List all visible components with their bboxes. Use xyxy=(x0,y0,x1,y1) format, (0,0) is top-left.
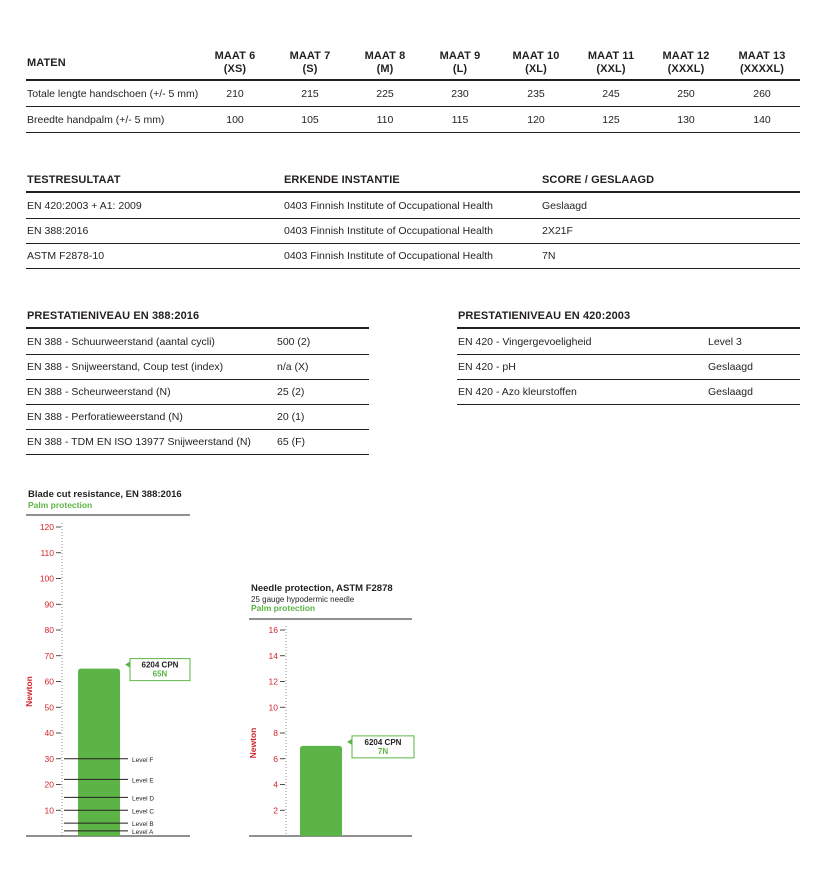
perf420-row-divider xyxy=(457,404,800,405)
test-cell: 0403 Finnish Institute of Occupational Health xyxy=(284,225,493,237)
sizes-cell: 105 xyxy=(301,114,319,126)
y-tick-label: 120 xyxy=(39,522,54,532)
callout-product: 6204 CPN xyxy=(141,660,179,670)
size-code: (XXXXL) xyxy=(739,63,785,75)
perf420-title: PRESTATIENIVEAU EN 420:2003 xyxy=(458,310,631,322)
bar-6204-cpn xyxy=(300,746,342,836)
y-tick-label: 30 xyxy=(44,753,54,764)
perf388-header-rule xyxy=(26,327,369,329)
y-tick-label: 90 xyxy=(44,599,54,610)
y-tick-label: 80 xyxy=(44,625,54,635)
size-code: (XXXL) xyxy=(667,63,705,75)
callout-value: 7N xyxy=(377,746,389,756)
perf420-row-label: EN 420 - Azo kleurstoffen xyxy=(458,386,577,398)
y-tick-label: 60 xyxy=(44,676,54,687)
size-column-header xyxy=(345,50,425,76)
y-tick-label: 110 xyxy=(40,547,54,558)
level-label: Level F xyxy=(132,756,154,764)
test-row-divider xyxy=(26,243,800,244)
level-label: Level B xyxy=(132,821,154,829)
test-cell: 7N xyxy=(542,250,556,262)
y-tick-label: 10 xyxy=(44,805,54,816)
perf420-row-divider xyxy=(457,379,800,380)
sizes-label-header: MATEN xyxy=(27,57,66,69)
y-tick-label: 10 xyxy=(268,702,278,713)
perf420-row-value: Level 3 xyxy=(708,336,742,348)
perf388-row-divider xyxy=(26,429,369,430)
y-tick-label: 50 xyxy=(44,702,54,713)
callout-value: 65N xyxy=(152,669,168,679)
test-cell: EN 420:2003 + A1: 2009 xyxy=(27,200,142,212)
sizes-cell: 210 xyxy=(226,88,244,100)
test-header-score: SCORE / GESLAAGD xyxy=(542,174,655,186)
level-label: Level C xyxy=(132,808,155,816)
size-label: MAAT 7 xyxy=(289,50,331,62)
size-code: (XS) xyxy=(223,63,247,75)
chart-title: Needle protection, ASTM F2878 xyxy=(251,583,393,594)
y-axis-label: Newton xyxy=(248,727,258,759)
y-tick-label: 2 xyxy=(273,805,278,816)
sizes-row-label: Totale lengte handschoen (+/- 5 mm) xyxy=(27,88,199,100)
perf420-row-value: Geslaagd xyxy=(708,386,753,398)
sizes-cell: 140 xyxy=(753,114,771,126)
y-axis-label: Newton xyxy=(24,676,34,707)
sizes-cell: 125 xyxy=(602,114,620,126)
y-tick-label: 70 xyxy=(44,650,54,661)
size-label: MAAT 6 xyxy=(214,50,256,62)
y-tick-label: 8 xyxy=(273,728,278,738)
size-column-header xyxy=(195,50,275,76)
level-label: Level E xyxy=(132,777,154,785)
chart-subtitle: Palm protection xyxy=(251,603,316,613)
test-cell: 0403 Finnish Institute of Occupational Health xyxy=(284,200,493,212)
sizes-cell: 250 xyxy=(677,88,695,100)
callout-pointer xyxy=(347,739,352,745)
perf420-row-divider xyxy=(457,354,800,355)
chart-subtitle-needle: 25 gauge hypodermic needle xyxy=(251,595,355,604)
size-column-header xyxy=(646,50,726,76)
y-tick-label: 40 xyxy=(44,728,54,738)
blade-cut-chart xyxy=(0,480,230,850)
perf388-row-label: EN 388 - Schuurweerstand (aantal cycli) xyxy=(27,336,215,348)
perf388-row-label: EN 388 - Scheurweerstand (N) xyxy=(27,386,171,398)
perf388-row-divider xyxy=(26,404,369,405)
y-tick-label: 6 xyxy=(273,753,278,764)
sizes-row-divider xyxy=(26,132,800,133)
perf388-row-divider xyxy=(26,454,369,455)
needle-chart xyxy=(240,578,430,850)
perf420-row-label: EN 420 - pH xyxy=(458,361,516,373)
perf388-row-value: 500 (2) xyxy=(277,336,311,348)
size-label: MAAT 10 xyxy=(512,50,560,62)
sizes-cell: 230 xyxy=(451,88,469,100)
chart-subtitle: Palm protection xyxy=(28,500,93,510)
test-cell: Geslaagd xyxy=(542,200,587,212)
perf420-header-rule xyxy=(457,327,800,329)
size-label: MAAT 13 xyxy=(738,50,786,62)
callout-product: 6204 CPN xyxy=(364,737,402,747)
perf388-row-divider xyxy=(26,379,369,380)
chart-title: Blade cut resistance, EN 388:2016 xyxy=(28,489,182,500)
test-cell: 0403 Finnish Institute of Occupational Health xyxy=(284,250,493,262)
size-column-header xyxy=(496,50,576,76)
test-header-result: TESTRESULTAAT xyxy=(27,174,121,186)
level-label: Level D xyxy=(132,795,155,803)
test-header-institute: ERKENDE INSTANTIE xyxy=(284,174,400,186)
test-cell: 2X21F xyxy=(542,225,573,237)
test-cell: ASTM F2878-10 xyxy=(27,250,105,262)
size-label: MAAT 12 xyxy=(662,50,710,62)
sizes-cell: 245 xyxy=(602,88,620,100)
perf388-row-divider xyxy=(26,354,369,355)
perf388-title: PRESTATIENIVEAU EN 388:2016 xyxy=(27,310,200,322)
size-code: (XXL) xyxy=(596,63,626,75)
sizes-cell: 215 xyxy=(301,88,319,100)
perf388-row-label: EN 388 - Snijweerstand, Coup test (index) xyxy=(27,361,224,373)
size-code: (XL) xyxy=(525,63,547,75)
sizes-row-divider xyxy=(26,106,800,107)
perf388-row-label: EN 388 - Perforatieweerstand (N) xyxy=(27,411,183,423)
size-code: (S) xyxy=(302,63,318,75)
y-tick-label: 4 xyxy=(273,779,278,790)
sizes-cell: 130 xyxy=(677,114,695,126)
perf388-row-label: EN 388 - TDM EN ISO 13977 Snijweerstand (N) xyxy=(27,436,251,448)
level-label: Level A xyxy=(132,828,154,836)
y-tick-label: 14 xyxy=(268,650,278,661)
sizes-cell: 115 xyxy=(451,114,469,126)
sizes-cell: 100 xyxy=(226,114,244,126)
perf388-row-value: n/a (X) xyxy=(277,361,309,373)
size-label: MAAT 11 xyxy=(587,50,635,62)
test-row-divider xyxy=(26,218,800,219)
size-label: MAAT 8 xyxy=(364,50,406,62)
size-column-header xyxy=(722,50,802,76)
perf420-row-value: Geslaagd xyxy=(708,361,753,373)
size-column-header xyxy=(420,50,500,76)
bar-6204-cpn xyxy=(78,669,120,836)
sizes-cell: 235 xyxy=(527,88,545,100)
callout-pointer xyxy=(125,662,130,668)
y-tick-label: 12 xyxy=(268,676,278,687)
perf388-row-value: 20 (1) xyxy=(277,411,305,423)
perf420-row-label: EN 420 - Vingergevoeligheid xyxy=(458,336,592,348)
size-column-header xyxy=(270,50,350,76)
sizes-cell: 110 xyxy=(376,114,394,126)
size-column-header xyxy=(571,50,651,76)
perf388-row-value: 65 (F) xyxy=(277,436,306,448)
test-cell: EN 388:2016 xyxy=(27,225,89,237)
perf388-row-value: 25 (2) xyxy=(277,386,305,398)
test-row-divider xyxy=(26,268,800,269)
test-header-rule xyxy=(26,191,800,193)
y-tick-label: 20 xyxy=(44,779,54,790)
size-label: MAAT 9 xyxy=(439,50,481,62)
y-tick-label: 16 xyxy=(268,625,278,635)
size-code: (M) xyxy=(376,63,394,75)
size-code: (L) xyxy=(452,63,468,75)
y-tick-label: 100 xyxy=(39,573,54,584)
sizes-cell: 120 xyxy=(527,114,545,126)
sizes-cell: 260 xyxy=(753,88,771,100)
sizes-header-rule xyxy=(26,79,800,81)
sizes-row-label: Breedte handpalm (+/- 5 mm) xyxy=(27,114,165,126)
sizes-cell: 225 xyxy=(376,88,394,100)
